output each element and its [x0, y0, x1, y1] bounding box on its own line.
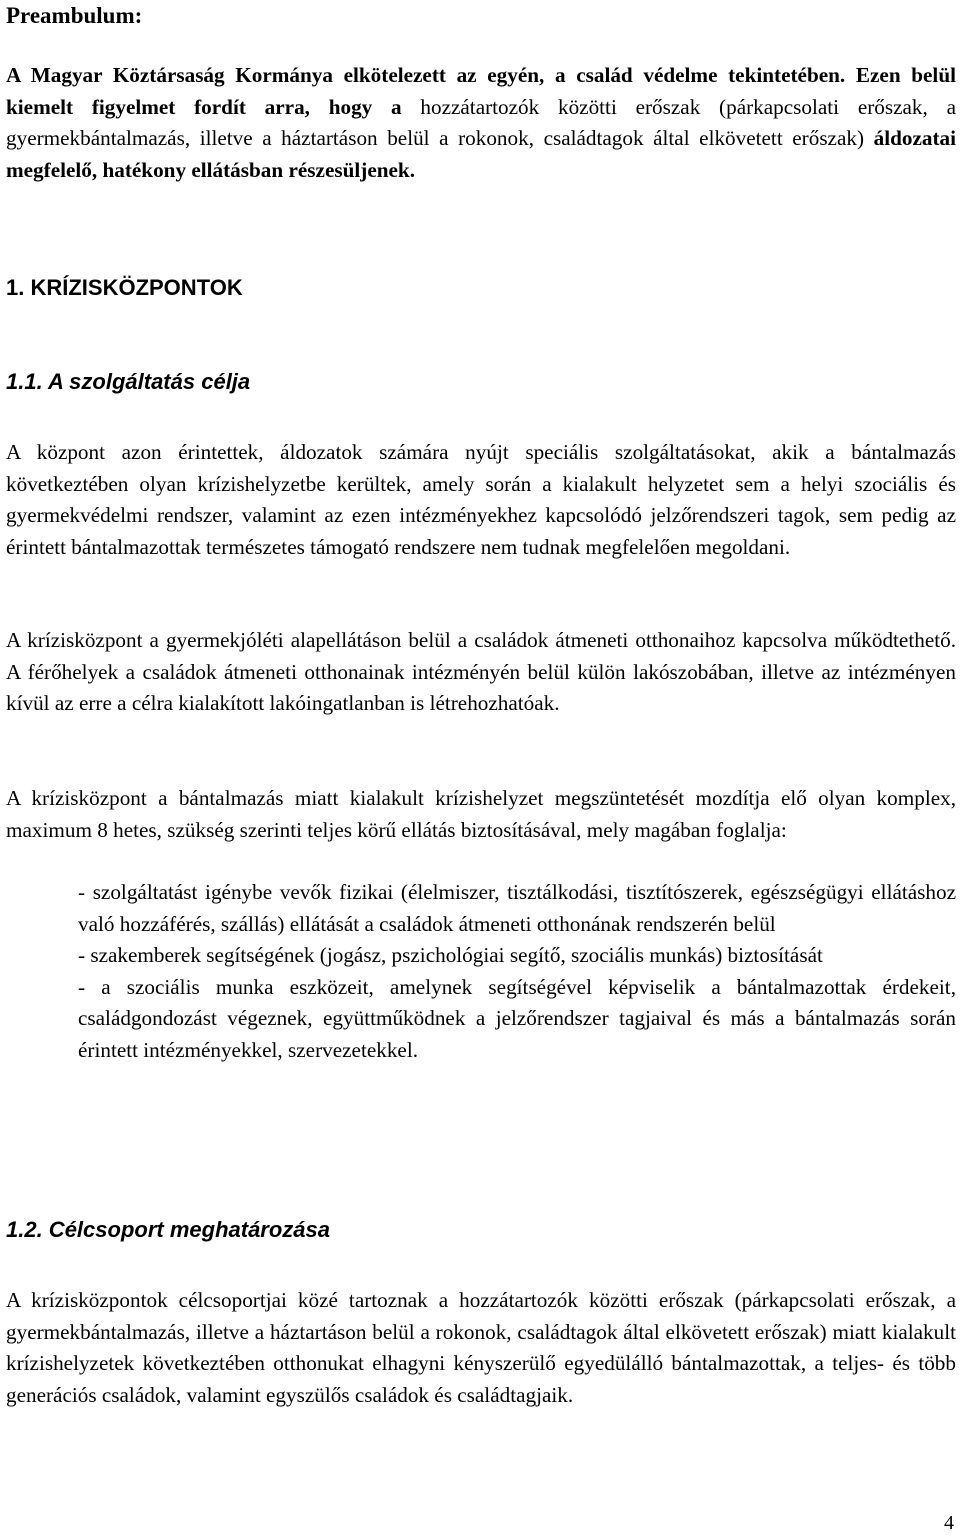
preamble-title: Preambulum:	[6, 3, 143, 28]
section-1-1-heading: 1.1. A szolgáltatás célja	[6, 369, 251, 394]
preamble-text-normal: hozzátartozók közötti erőszak (párkapcsolati erőszak, a gyermekbántalmazás, illetve a háztartáson belül a rokonok, családtagok által elkövetett erőszak)	[6, 94, 956, 150]
section-1-1-paragraph-3: A krízisközpont a bántalmazás miatt kialakult krízishelyzet megszüntetését mozdítja elő olyan komplex, maximum 8 hetes, szükség szerinti teljes körű ellátás biztosításával, mely magában foglalja:	[6, 786, 956, 842]
section-1-1-paragraph-1: A központ azon érintettek, áldozatok számára nyújt speciális szolgáltatásokat, akik a bántalmazás következtében olyan krízishelyzetbe kerültek, amely során a kialakult helyzetet sem a helyi szociális és gyermekvédelmi rendszer, valamint az ezen intézményekhez kapcsolódó jelzőrendszeri tagok, sem pedig az érintett bántalmazottak természetes támogató rendszere nem tudnak megfelelően megoldani.	[6, 440, 956, 559]
section-1-1-paragraph-2: A krízisközpont a gyermekjóléti alapellátáson belül a családok átmeneti otthonaihoz kapcsolva működtethető. A férőhelyek a családok átmeneti otthonainak intézményén belül külön lakószobában, illetve az intézményen kívül az erre a célra kialakított lakóingatlanban is létrehozhatóak.	[6, 628, 956, 715]
preamble-text-bold-2: áldozatai megfelelő, hatékony ellátásban részesüljenek.	[6, 126, 956, 182]
preamble-paragraph	[6, 60, 956, 186]
service-list	[78, 877, 956, 1066]
page-number: 4	[944, 1512, 954, 1534]
list-item: - szakemberek segítségének (jogász, pszichológiai segítő, szociális munkás) biztosítását	[78, 943, 823, 967]
list-item: - a szociális munka eszközeit, amelynek segítségével képviselik a bántalmazottak érdekeit, családgondozást végeznek, együttműködnek a jelzőrendszer tagjaival és más a bántalmazás során érintett intézményekkel, szervezetekkel.	[78, 974, 956, 1062]
section-1-heading: 1. KRÍZISKÖZPONTOK	[6, 275, 243, 300]
preamble-text-bold-1: A Magyar Köztársaság Kormánya elkötelezett az egyén, a család védelme tekintetében. Ezen belül kiemelt figyelmet fordít arra, hogy a	[6, 63, 956, 119]
section-1-2-heading: 1.2. Célcsoport meghatározása	[6, 1217, 331, 1242]
list-item: - szolgáltatást igénybe vevők fizikai (élelmiszer, tisztálkodási, tisztítószerek, egészségügyi ellátáshoz való hozzáférés, szállás) ellátását a családok átmeneti otthonának rendszerén belül	[78, 880, 956, 936]
section-1-2-paragraph-1: A krízisközpontok célcsoportjai közé tartoznak a hozzátartozók közötti erőszak (párkapcsolati erőszak, a gyermekbántalmazás, illetve a háztartáson belül a rokonok, családtagok által elkövetett erőszak) miatt kialakult krízishelyzetek következtében otthonukat elhagyni kényszerülő egyedülálló bántalmazottak, a teljes- és több generációs családok, valamint egyszülős családok és családtagjaik.	[6, 1288, 956, 1407]
